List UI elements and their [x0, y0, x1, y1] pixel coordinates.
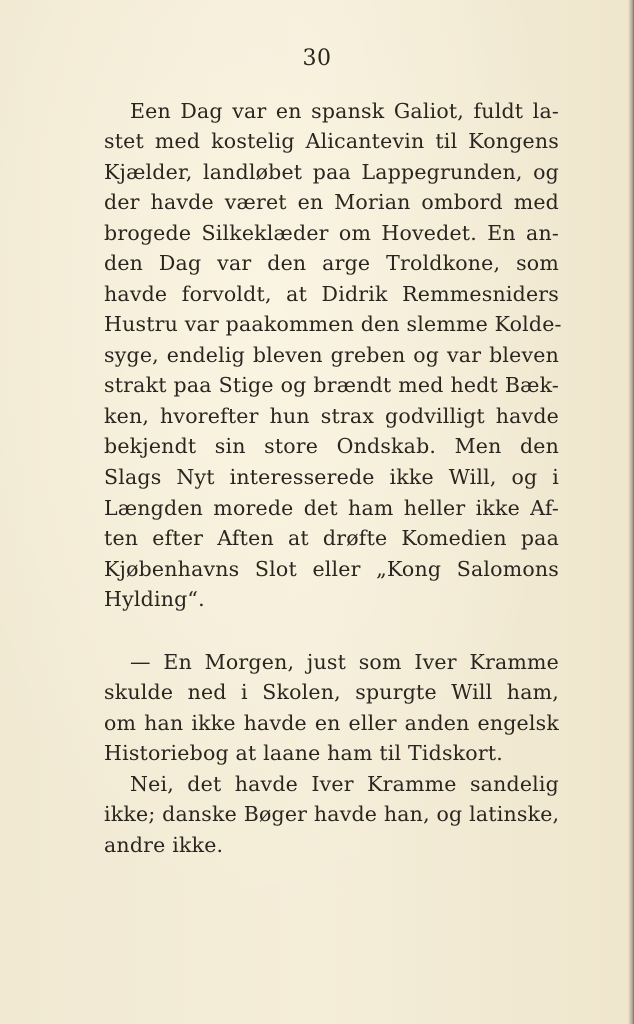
text-line: om han ikke havde en eller anden engelsk: [104, 711, 559, 735]
text-line: stet med kostelig Alicantevin til Kongens: [104, 129, 559, 153]
text-line: andre ikke.: [104, 833, 224, 857]
text-line: — En Morgen, just som Iver Kramme: [130, 650, 559, 674]
text-line: ten efter Aften at drøfte Komedien paa: [104, 526, 559, 550]
text-line: Nei, det havde Iver Kramme sandelig: [130, 772, 559, 796]
text-line: brogede Silkeklæder om Hovedet. En an-: [104, 221, 559, 245]
text-line: skulde ned i Skolen, spurgte Will ham,: [104, 680, 559, 704]
text-line: Hustru var paakommen den slemme Kolde-: [104, 312, 562, 336]
text-line: ikke; danske Bøger havde han, og latinske,: [104, 802, 560, 826]
text-line: Kjælder, landløbet paa Lappegrunden, og: [104, 160, 559, 184]
text-line: strakt paa Stige og brændt med hedt Bæk-: [104, 373, 559, 397]
text-line: Hylding“.: [104, 587, 205, 611]
page-number: 30: [302, 46, 332, 71]
text-line: ken, hvorefter hun strax godvilligt havde: [104, 404, 559, 428]
text-line: syge, endelig bleven greben og var bleven: [104, 343, 559, 367]
text-line: Slags Nyt interesserede ikke Will, og i: [104, 465, 559, 489]
text-line: den Dag var den arge Troldkone, som: [104, 251, 559, 275]
text-line: havde forvoldt, at Didrik Remmesniders: [104, 282, 559, 306]
text-line: Een Dag var en spansk Galiot, fuldt la-: [130, 99, 559, 123]
text-line: der havde været en Morian ombord med: [104, 190, 559, 214]
text-line: Længden morede det ham heller ikke Af-: [104, 496, 559, 520]
text-line: bekjendt sin store Ondskab. Men den: [104, 434, 559, 458]
text-line: Historiebog at laane ham til Tidskort.: [104, 741, 503, 765]
page-edge-shadow: [628, 0, 634, 1024]
text-line: Kjøbenhavns Slot eller „Kong Salomons: [104, 557, 559, 581]
